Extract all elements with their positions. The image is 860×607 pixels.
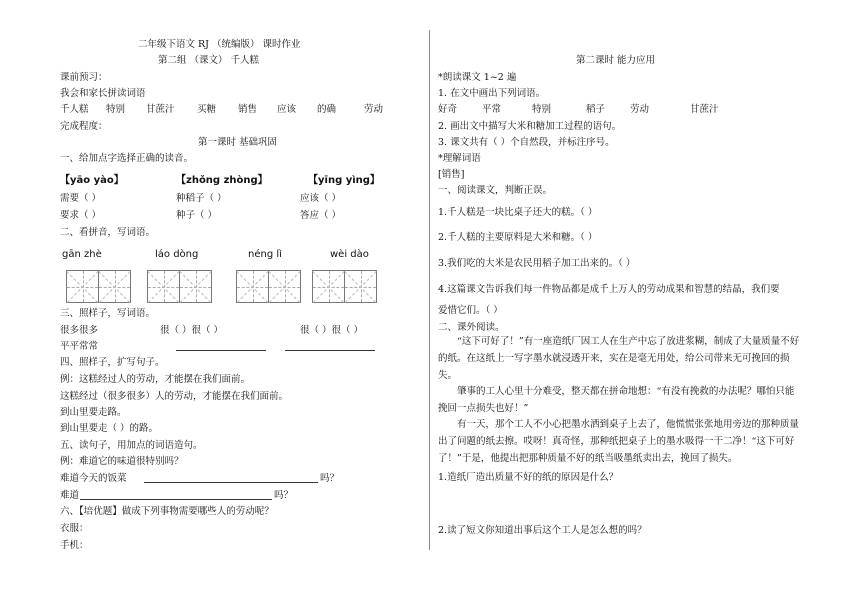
expand-blank[interactable]: 到山里要走（ ）的路。 bbox=[60, 423, 159, 434]
pinyin-prompt: gān zhè bbox=[62, 249, 102, 260]
preview-title: 课前预习： bbox=[60, 72, 108, 83]
judge-item-continued[interactable]: 爱惜它们。（ ） bbox=[438, 305, 503, 316]
judge-item[interactable]: 2.千人糕的主要原料是大米和糖。（ ） bbox=[438, 232, 598, 243]
example-word: 很多很多 bbox=[60, 325, 99, 336]
answer-line[interactable] bbox=[80, 499, 272, 500]
word-blank[interactable]: 很（ ）很（ ） bbox=[160, 325, 224, 336]
passage-paragraph: “这下可好了！”有一座造纸厂因工人在生产中忘了放进浆糊，制成了大量质量不好的纸。在这纸上一写字墨水就浸透开来，实在是毫无用处，给公司带来无可挽回的损失。 bbox=[438, 336, 800, 381]
example-sentence: 这糕经过（很多很多）人的劳动，才能摆在我们面前。 bbox=[60, 391, 289, 402]
reading-blank[interactable]: 种稻子（ ） bbox=[176, 193, 227, 204]
pinyin-prompt: láo dòng bbox=[155, 249, 199, 260]
question-1-title: 一、给加点字选择正确的读音。 bbox=[60, 153, 194, 164]
writing-grid-box[interactable] bbox=[236, 270, 269, 303]
pinyin-option: 【yīng yìng】 bbox=[308, 175, 380, 186]
answer-line[interactable] bbox=[176, 350, 266, 351]
preview-word: 销售 bbox=[238, 104, 258, 115]
worksheet-header: 二年级下语文 RJ （统编版） 课时作业 bbox=[138, 39, 301, 50]
reading-blank[interactable]: 应该（ ） bbox=[300, 193, 342, 204]
preview-word: 的确 bbox=[317, 104, 337, 115]
pinyin-prompt: néng lì bbox=[248, 249, 282, 260]
preview-word: 甘蔗汁 bbox=[146, 104, 175, 115]
sentence-end: 吗？ bbox=[320, 473, 340, 484]
reading-task: *朗读课文 1~2 遍 bbox=[438, 72, 517, 83]
preview-word: 千人糕 bbox=[60, 104, 89, 115]
reading-question: 1.造纸厂造出质量不好的纸的原因是什么？ bbox=[438, 472, 619, 483]
task-sentence: 到山里要走路。 bbox=[60, 407, 127, 418]
question-4-title: 四、照样子，扩写句子。 bbox=[60, 357, 165, 368]
vocab-word: 好奇 bbox=[438, 104, 458, 115]
task-item: 1. 在文中画出下列词语。 bbox=[438, 88, 546, 99]
judge-item[interactable]: 3.我们吃的大米是农民用稻子加工出来的。（ ） bbox=[438, 258, 636, 269]
vocab-word: 平常 bbox=[482, 104, 502, 115]
answer-label: 衣服： bbox=[60, 523, 89, 534]
answer-line[interactable] bbox=[285, 350, 375, 351]
word-blank[interactable]: 很（ ）很（ ） bbox=[300, 325, 364, 336]
sentence-end: 吗？ bbox=[274, 490, 294, 501]
reading-question: 2.读了短文你知道出事后这个工人是怎么想的吗？ bbox=[438, 525, 647, 536]
reading-blank[interactable]: 答应（ ） bbox=[300, 210, 342, 221]
preview-word: 应该 bbox=[277, 104, 297, 115]
task-item[interactable]: 3. 课文共有（ ）个自然段，并标注序号。 bbox=[438, 137, 615, 148]
writing-grid-box[interactable] bbox=[147, 270, 180, 303]
writing-grid-box[interactable] bbox=[66, 270, 99, 303]
example-word: 平平常常 bbox=[60, 341, 99, 352]
question-2-title: 二、看拼音，写词语。 bbox=[60, 227, 156, 238]
section-title: 一、阅读课文，判断正误。 bbox=[438, 185, 553, 196]
pinyin-prompt: wèi dào bbox=[330, 249, 369, 260]
preview-word: 买糖 bbox=[197, 104, 217, 115]
writing-grid-box[interactable] bbox=[98, 270, 131, 303]
writing-grid-box[interactable] bbox=[179, 270, 212, 303]
answer-line[interactable] bbox=[144, 482, 318, 483]
pinyin-option: 【yāo yào】 bbox=[60, 175, 124, 186]
reading-blank[interactable]: 种子（ ） bbox=[176, 210, 218, 221]
question-5-title: 五、读句子，用加点的词语造句。 bbox=[60, 440, 203, 451]
passage-paragraph: 肇事的工人心里十分难受，整天都在拼命地想：“有没有挽救的办法呢？哪怕只能挽回一点损失也好！” bbox=[438, 386, 795, 414]
lesson1-title: 第一课时 基础巩固 bbox=[198, 137, 278, 148]
writing-grid-box[interactable] bbox=[344, 270, 377, 303]
section-label: *理解词语 bbox=[438, 153, 481, 164]
task-item: 2. 画出文中描写大米和糖加工过程的语句。 bbox=[438, 121, 622, 132]
writing-grid-box[interactable] bbox=[268, 270, 301, 303]
preview-word: 特别 bbox=[106, 104, 126, 115]
vocab-word: 特别 bbox=[532, 104, 552, 115]
question-6-title: 六、【培优题】做成下列事物需要哪些人的劳动呢？ bbox=[60, 506, 274, 517]
reading-blank[interactable]: 要求（ ） bbox=[60, 210, 102, 221]
preview-word: 劳动 bbox=[364, 104, 384, 115]
vocab-term: [销售] bbox=[438, 169, 465, 180]
judge-item[interactable]: 1.千人糕是一块比桌子还大的糕。（ ） bbox=[438, 207, 598, 218]
judge-item[interactable]: 4.这篇课文告诉我们每一件物品都是成千上万人的劳动成果和智慧的结晶，我们要 bbox=[438, 284, 780, 295]
vocab-word: 稻子 bbox=[586, 104, 606, 115]
example-sentence: 例：这糕经过人的劳动，才能摆在我们面前。 bbox=[60, 374, 251, 385]
vocab-word: 甘蔗汁 bbox=[690, 104, 719, 115]
answer-label: 手机： bbox=[60, 540, 89, 551]
lesson2-title: 第二课时 能力应用 bbox=[576, 55, 656, 66]
question-3-title: 三、照样子，写词语。 bbox=[60, 308, 156, 319]
reading-blank[interactable]: 需要（ ） bbox=[60, 193, 102, 204]
section-title: 二、课外阅读。 bbox=[438, 322, 505, 333]
sentence-start: 难道 bbox=[60, 490, 80, 501]
preview-instruction: 我会和家长拼读词语 bbox=[60, 88, 146, 99]
passage-paragraph: 有一天，那个工人不小心把墨水洒到桌子上去了，他慌慌张张地用旁边的那种质量出了问题的纸去擦。哎呀！真奇怪，那种纸把桌子上的墨水吸得一干二净！“这下可好了！”于是，他提出把那种质量不好的纸当吸墨纸卖出去，挽回了损失。 bbox=[438, 419, 800, 464]
completion-label: 完成程度： bbox=[60, 121, 108, 132]
pinyin-option: 【zhǒng zhòng】 bbox=[176, 175, 268, 186]
example-sentence: 例：难道它的味道很特别吗？ bbox=[60, 456, 184, 467]
writing-grid-box[interactable] bbox=[312, 270, 345, 303]
column-divider bbox=[429, 30, 430, 550]
lesson-subheader: 第二组 （课文） 千人糕 bbox=[158, 55, 260, 66]
sentence-start: 难道今天的饭菜 bbox=[60, 473, 127, 484]
vocab-word: 劳动 bbox=[630, 104, 650, 115]
